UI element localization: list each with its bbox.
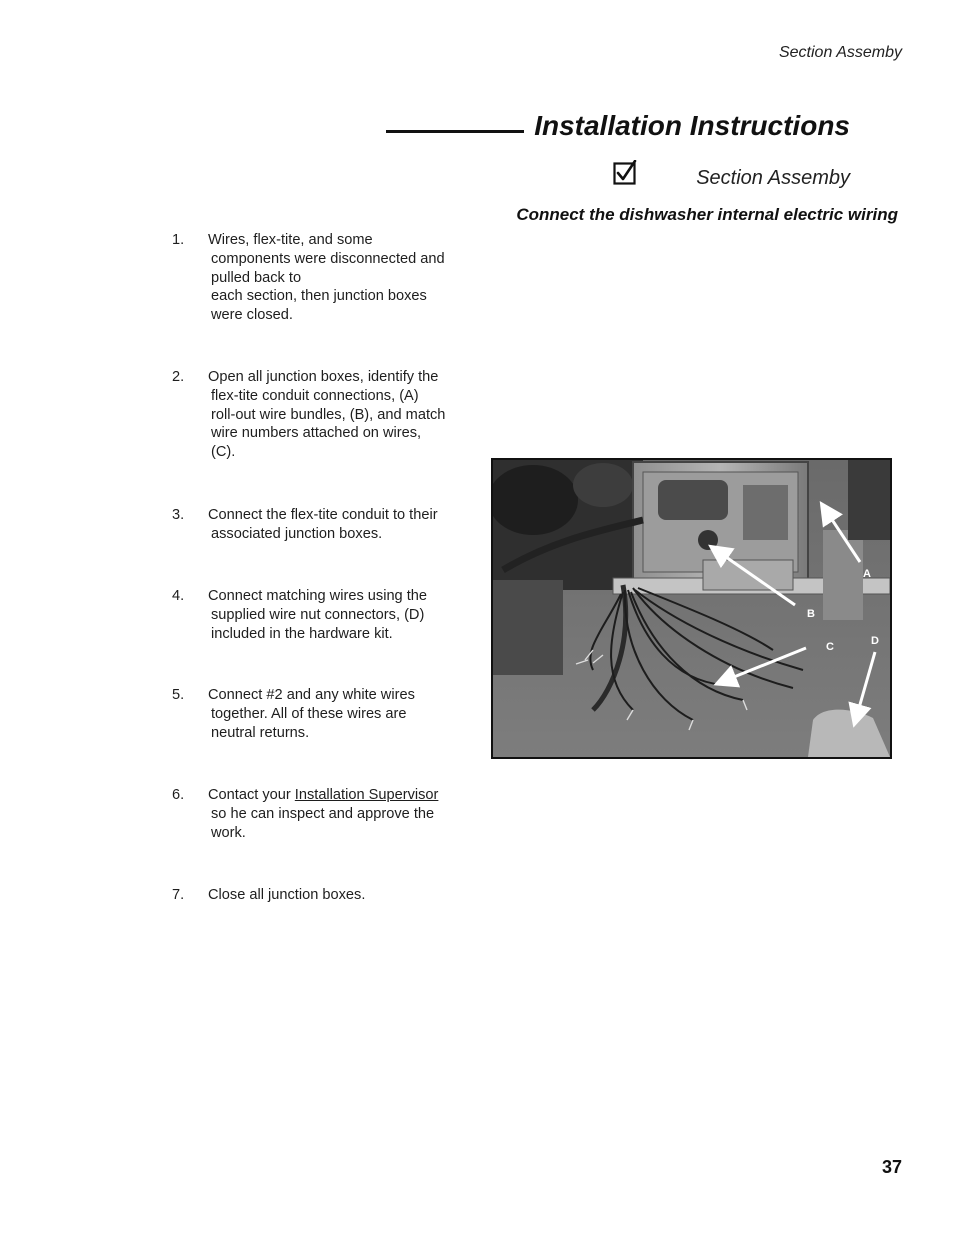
checkbox-checked-icon bbox=[613, 160, 639, 186]
step-number: 4. bbox=[172, 588, 185, 604]
step-line: Connect the flex-tite conduit to their bbox=[208, 507, 438, 523]
step-line bbox=[208, 786, 472, 805]
step-line: flex-tite conduit connections, (A) bbox=[211, 387, 419, 404]
step-line: were closed. bbox=[211, 307, 293, 324]
step-number: 6. bbox=[172, 787, 185, 803]
step-line: wire numbers attached on wires, bbox=[211, 425, 422, 442]
page-number: 37 bbox=[881, 1157, 902, 1177]
step-number: 3. bbox=[172, 507, 185, 523]
step-line: included in the hardware kit. bbox=[211, 625, 393, 642]
step-1 bbox=[172, 231, 472, 325]
section-label: Section Assemby bbox=[696, 167, 850, 189]
step-number: 5. bbox=[172, 687, 185, 703]
callout-b-label: B bbox=[807, 608, 815, 620]
step-number: 2. bbox=[172, 369, 185, 385]
running-header: Section Assemby bbox=[778, 44, 902, 61]
step-line: Connect #2 and any white wires bbox=[208, 687, 415, 703]
page-title-text: Installation Instructions bbox=[534, 110, 850, 141]
installation-supervisor-link[interactable]: Installation Supervisor bbox=[294, 787, 439, 803]
step-2 bbox=[172, 368, 472, 462]
subtitle: Connect the dishwasher internal electric wiring bbox=[516, 205, 898, 224]
step-line: so he can inspect and approve the bbox=[211, 805, 435, 822]
wiring-photo bbox=[491, 458, 892, 759]
step-line: Close all junction boxes. bbox=[208, 887, 366, 903]
step-line: associated junction boxes. bbox=[211, 525, 383, 542]
step-line: Wires, flex-tite, and some bbox=[208, 232, 373, 248]
callout-a-label: A bbox=[863, 568, 871, 580]
step-line: together. All of these wires are bbox=[211, 705, 407, 722]
callout-d-label: D bbox=[871, 635, 879, 647]
step-number: 1. bbox=[172, 232, 185, 248]
step-line: components were disconnected and bbox=[211, 250, 445, 267]
step-line: Open all junction boxes, identify the bbox=[208, 369, 439, 385]
callout-c-label: C bbox=[826, 641, 834, 653]
step-6 bbox=[172, 786, 472, 842]
step-line: work. bbox=[211, 824, 246, 841]
step-7 bbox=[172, 886, 472, 905]
step-line: roll-out wire bundles, (B), and match bbox=[211, 406, 446, 423]
step-line: supplied wire nut connectors, (D) bbox=[211, 606, 425, 623]
step-4 bbox=[172, 587, 472, 643]
step-line: Connect matching wires using the bbox=[208, 588, 428, 604]
step-line: each section, then junction boxes bbox=[211, 288, 427, 305]
step-line-prefix: Contact your bbox=[208, 787, 295, 803]
step-3 bbox=[172, 506, 472, 544]
step-5 bbox=[172, 686, 472, 742]
step-line: (C). bbox=[211, 444, 236, 461]
step-line: neutral returns. bbox=[211, 724, 310, 741]
step-line: pulled back to bbox=[211, 269, 302, 286]
step-number: 7. bbox=[172, 887, 185, 903]
